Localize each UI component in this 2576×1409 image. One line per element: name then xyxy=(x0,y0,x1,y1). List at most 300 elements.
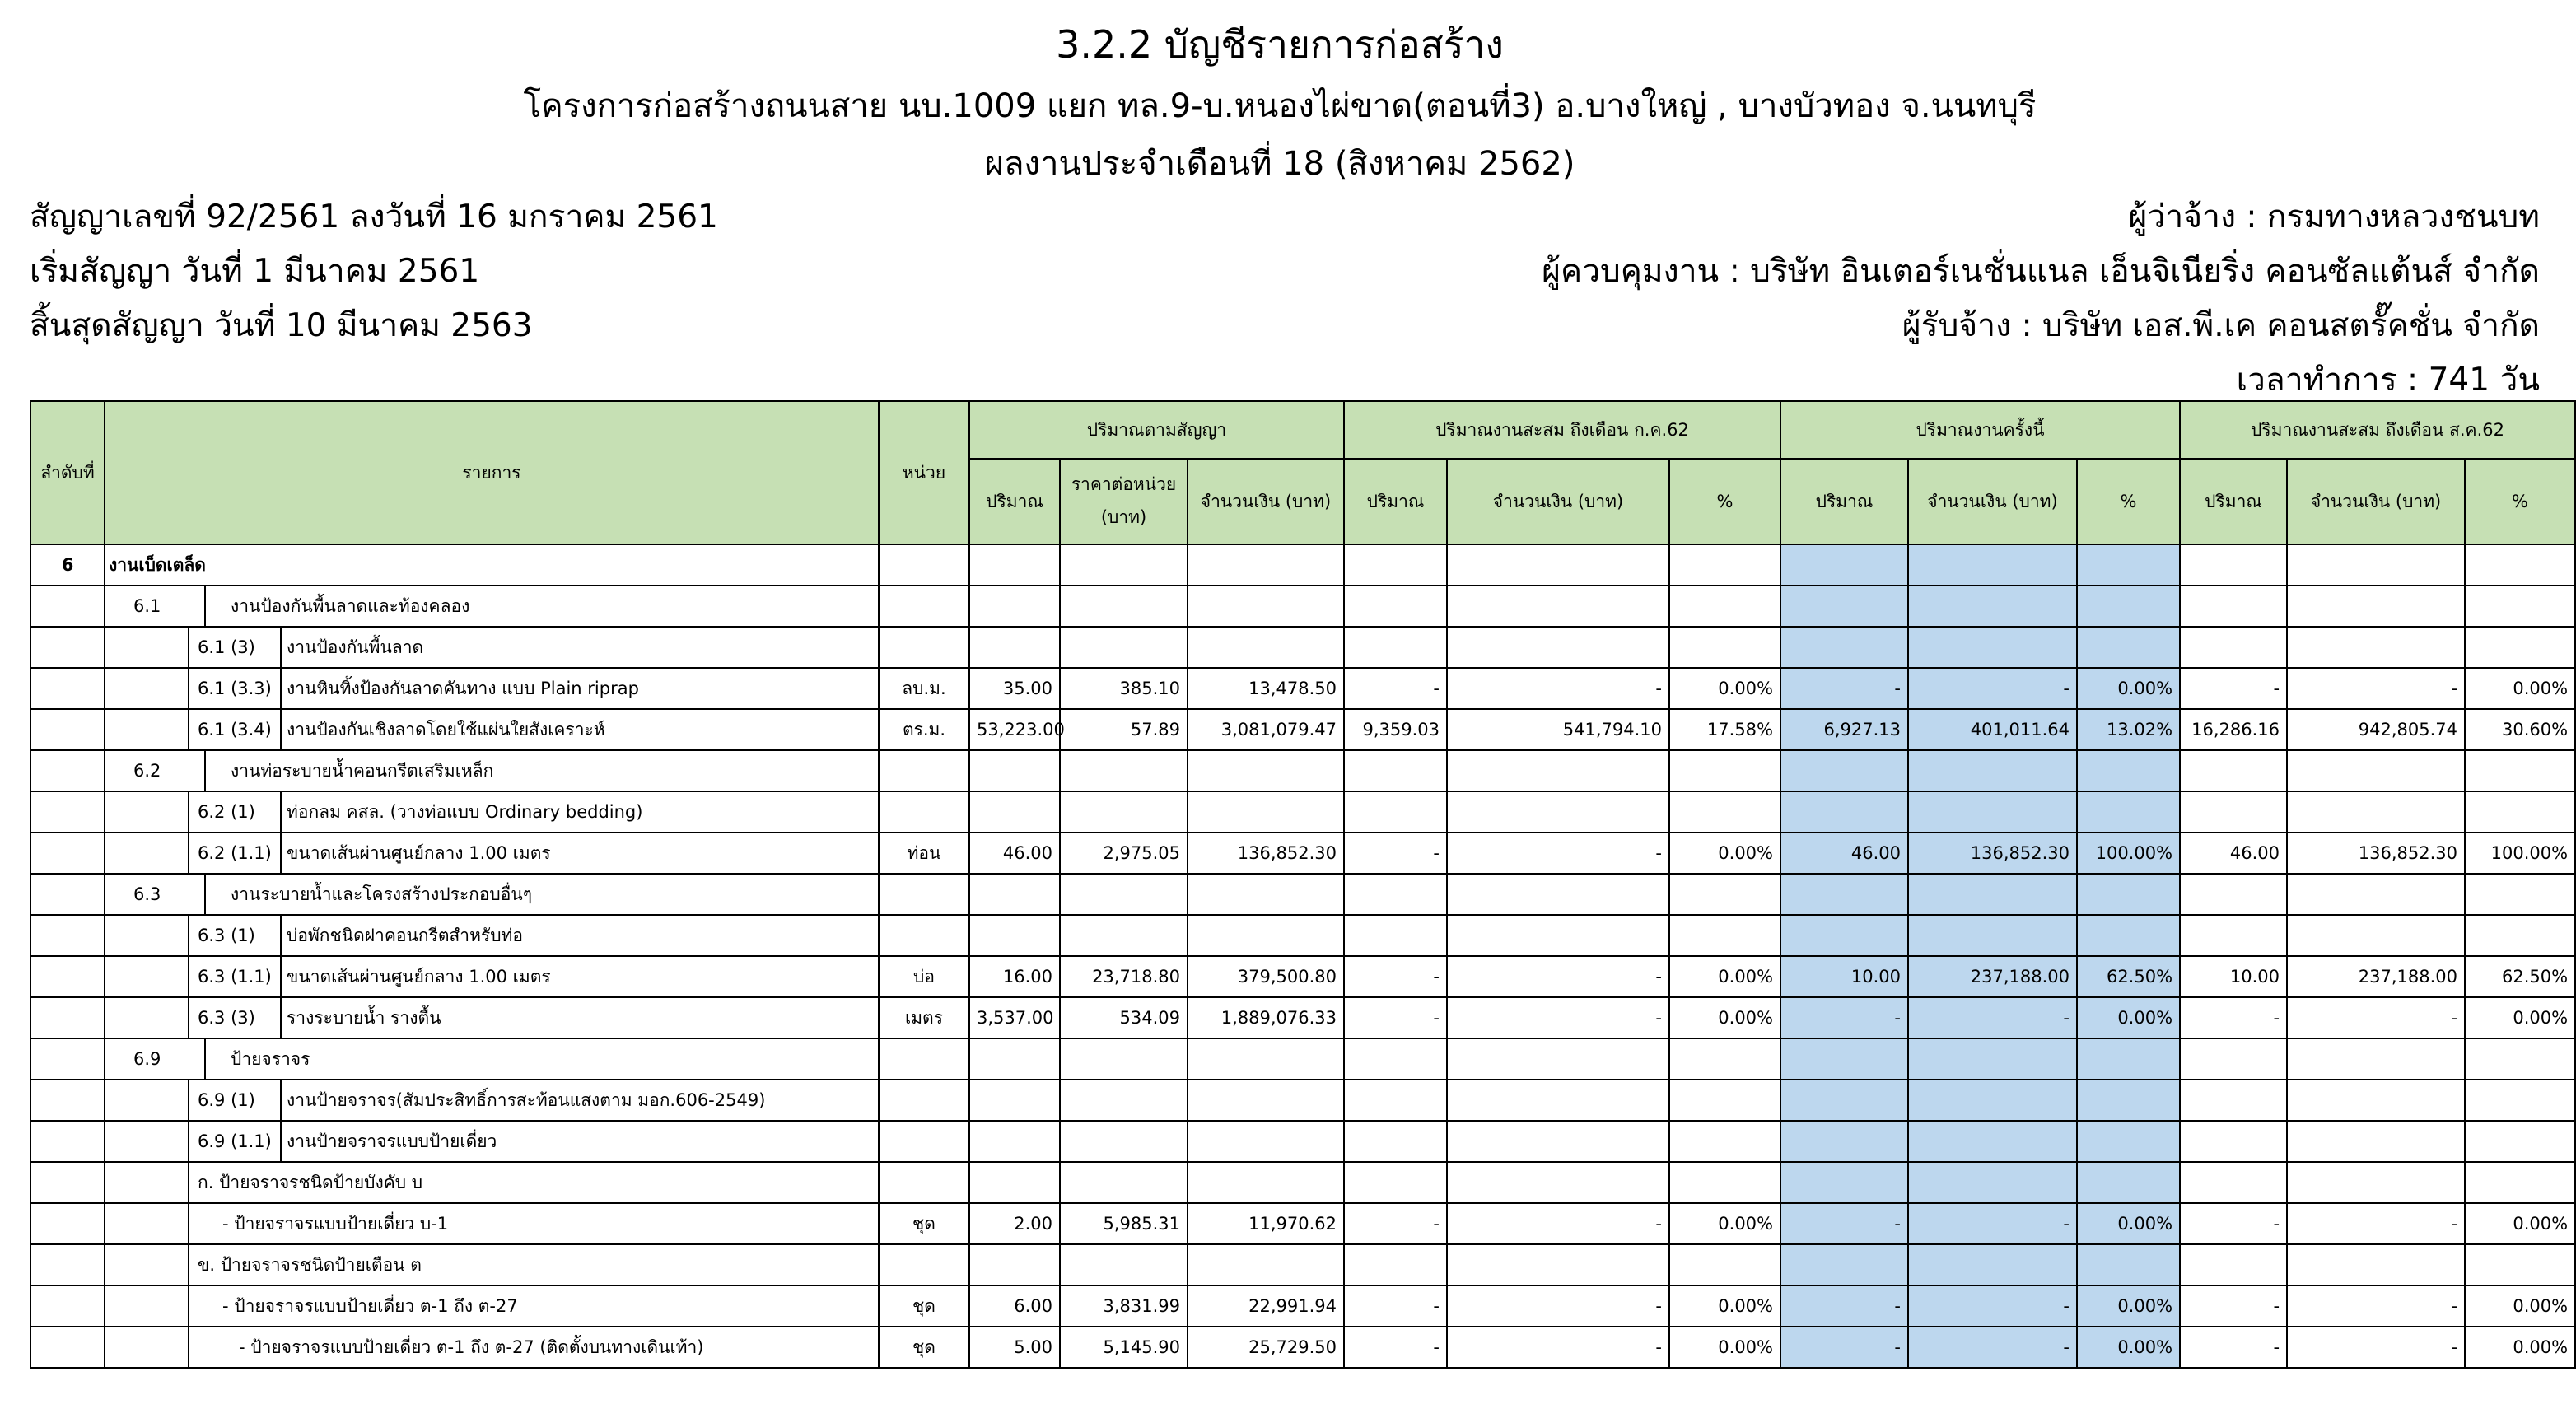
row-item xyxy=(105,1203,879,1244)
current-qty xyxy=(1780,1121,1908,1162)
current-amount xyxy=(1908,1080,2077,1121)
row-no xyxy=(30,833,105,874)
current-amount: - xyxy=(1908,1285,2077,1327)
row-no xyxy=(30,668,105,709)
contractor: ผู้รับจ้าง : บริษัท เอส.พี.เค คอนสตรั๊คชั่น จำกัด xyxy=(1902,307,2540,344)
prev-pct: 0.00% xyxy=(1669,956,1780,997)
prev-qty: - xyxy=(1344,1327,1447,1368)
contract-amount: 11,970.62 xyxy=(1188,1203,1344,1244)
prev-pct xyxy=(1669,915,1780,956)
current-pct: 100.00% xyxy=(2077,833,2180,874)
prev-pct xyxy=(1669,1080,1780,1121)
row-desc: ก. ป้ายจราจรชนิดป้ายบังคับ บ xyxy=(198,1172,423,1192)
current-pct xyxy=(2077,1080,2180,1121)
total-qty xyxy=(2180,874,2287,915)
contract-amount xyxy=(1188,1121,1344,1162)
total-pct xyxy=(2465,874,2575,915)
row-no xyxy=(30,1162,105,1203)
prev-amount xyxy=(1447,544,1669,586)
total-pct: 0.00% xyxy=(2465,1203,2575,1244)
current-qty xyxy=(1780,915,1908,956)
col-qty: ปริมาณ xyxy=(1780,459,1908,544)
total-amount xyxy=(2287,586,2465,627)
current-amount xyxy=(1908,1244,2077,1285)
current-qty xyxy=(1780,1038,1908,1080)
total-qty xyxy=(2180,1121,2287,1162)
total-pct xyxy=(2465,1244,2575,1285)
row-unit xyxy=(879,1121,969,1162)
row-unit xyxy=(879,915,969,956)
total-qty xyxy=(2180,1162,2287,1203)
prev-amount: 541,794.10 xyxy=(1447,709,1669,750)
prev-pct: 0.00% xyxy=(1669,997,1780,1038)
total-qty: 16,286.16 xyxy=(2180,709,2287,750)
prev-qty: - xyxy=(1344,1285,1447,1327)
col-no: ลำดับที่ xyxy=(30,401,105,544)
prev-amount: - xyxy=(1447,833,1669,874)
total-qty xyxy=(2180,750,2287,791)
row-code: 6.2 (1) xyxy=(198,802,255,822)
contract-unit-price xyxy=(1060,1121,1188,1162)
contract-unit-price xyxy=(1060,1080,1188,1121)
row-no xyxy=(30,956,105,997)
current-pct xyxy=(2077,1244,2180,1285)
prev-qty xyxy=(1344,1162,1447,1203)
col-amount: จำนวนเงิน (บาท) xyxy=(2287,459,2465,544)
contract-number: สัญญาเลขที่ 92/2561 ลงวันที่ 16 มกราคม 2561 xyxy=(30,198,718,236)
contract-unit-price xyxy=(1060,874,1188,915)
total-pct: 0.00% xyxy=(2465,997,2575,1038)
row-item xyxy=(105,1244,879,1285)
row-no xyxy=(30,750,105,791)
prev-amount: - xyxy=(1447,1285,1669,1327)
current-pct: 0.00% xyxy=(2077,997,2180,1038)
contract-amount xyxy=(1188,915,1344,956)
contract-amount xyxy=(1188,1162,1344,1203)
contract-amount: 13,478.50 xyxy=(1188,668,1344,709)
contract-unit-price: 5,985.31 xyxy=(1060,1203,1188,1244)
contract-qty xyxy=(969,1121,1060,1162)
total-pct: 30.60% xyxy=(2465,709,2575,750)
row-desc: งานป้องกันพื้นลาดและท้องคลอง xyxy=(204,586,469,626)
total-qty: - xyxy=(2180,1327,2287,1368)
row-desc: งานท่อระบายน้ำคอนกรีตเสริมเหล็ก xyxy=(204,751,493,791)
contract-qty: 3,537.00 xyxy=(969,997,1060,1038)
prev-amount: - xyxy=(1447,1327,1669,1368)
table-row xyxy=(30,1038,2575,1080)
row-no xyxy=(30,1121,105,1162)
row-desc: งานป้ายจราจร(สัมประสิทธิ์การสะท้อนแสงตาม มอก.606-2549) xyxy=(280,1080,765,1120)
contract-unit-price xyxy=(1060,627,1188,668)
contract-unit-price: 2,975.05 xyxy=(1060,833,1188,874)
current-amount xyxy=(1908,544,2077,586)
prev-pct xyxy=(1669,1162,1780,1203)
total-qty xyxy=(2180,586,2287,627)
row-no xyxy=(30,791,105,833)
current-pct: 0.00% xyxy=(2077,1285,2180,1327)
current-amount: - xyxy=(1908,997,2077,1038)
current-qty: - xyxy=(1780,997,1908,1038)
row-item xyxy=(105,709,879,750)
group-total: ปริมาณงานสะสม ถึงเดือน ส.ค.62 xyxy=(2180,401,2575,459)
prev-qty xyxy=(1344,874,1447,915)
col-amount: จำนวนเงิน (บาท) xyxy=(1188,459,1344,544)
row-unit xyxy=(879,1244,969,1285)
current-amount: - xyxy=(1908,1327,2077,1368)
table-row xyxy=(30,544,2575,586)
total-amount xyxy=(2287,791,2465,833)
current-qty xyxy=(1780,627,1908,668)
total-amount xyxy=(2287,1244,2465,1285)
total-qty xyxy=(2180,1244,2287,1285)
contract-unit-price: 5,145.90 xyxy=(1060,1327,1188,1368)
contract-unit-price xyxy=(1060,1038,1188,1080)
row-no xyxy=(30,586,105,627)
total-pct xyxy=(2465,791,2575,833)
table-row xyxy=(30,915,2575,956)
prev-qty xyxy=(1344,544,1447,586)
row-unit xyxy=(879,1038,969,1080)
total-amount: - xyxy=(2287,668,2465,709)
contract-amount: 1,889,076.33 xyxy=(1188,997,1344,1038)
group-prev: ปริมาณงานสะสม ถึงเดือน ก.ค.62 xyxy=(1344,401,1780,459)
contract-unit-price xyxy=(1060,750,1188,791)
contract-qty xyxy=(969,1162,1060,1203)
col-pct: % xyxy=(1669,459,1780,544)
contract-amount: 379,500.80 xyxy=(1188,956,1344,997)
table-row xyxy=(30,874,2575,915)
row-desc: ข. ป้ายจราจรชนิดป้ายเตือน ต xyxy=(198,1254,422,1275)
current-pct: 62.50% xyxy=(2077,956,2180,997)
prev-amount xyxy=(1447,627,1669,668)
total-qty: 46.00 xyxy=(2180,833,2287,874)
prev-pct xyxy=(1669,1121,1780,1162)
prev-amount xyxy=(1447,1038,1669,1080)
row-code: 6.1 (3) xyxy=(198,637,255,657)
contract-amount: 136,852.30 xyxy=(1188,833,1344,874)
row-unit xyxy=(879,1162,969,1203)
prev-qty: - xyxy=(1344,833,1447,874)
prev-qty xyxy=(1344,1080,1447,1121)
row-item xyxy=(105,1121,879,1162)
total-qty: 10.00 xyxy=(2180,956,2287,997)
contract-qty: 53,223.00 xyxy=(969,709,1060,750)
col-unit: หน่วย xyxy=(879,401,969,544)
contract-unit-price xyxy=(1060,915,1188,956)
contract-unit-price xyxy=(1060,791,1188,833)
row-desc: - ป้ายจราจรแบบป้ายเดี่ยว ต-1 ถึง ต-27 xyxy=(222,1295,518,1316)
row-unit xyxy=(879,627,969,668)
row-item xyxy=(105,750,879,791)
current-qty xyxy=(1780,586,1908,627)
contract-qty: 6.00 xyxy=(969,1285,1060,1327)
contract-qty xyxy=(969,915,1060,956)
current-qty: 46.00 xyxy=(1780,833,1908,874)
total-pct: 0.00% xyxy=(2465,1327,2575,1368)
contract-qty xyxy=(969,750,1060,791)
col-unit-price: ราคาต่อหน่วย (บาท) xyxy=(1060,459,1188,544)
row-item xyxy=(105,874,879,915)
contract-qty xyxy=(969,874,1060,915)
prev-qty: - xyxy=(1344,668,1447,709)
total-pct: 100.00% xyxy=(2465,833,2575,874)
col-item: รายการ xyxy=(105,401,879,544)
current-pct xyxy=(2077,874,2180,915)
row-code: 6.1 (3.3) xyxy=(198,679,272,698)
row-desc: บ่อพักชนิดฝาคอนกรีตสำหรับท่อ xyxy=(280,916,523,955)
row-code: 6.3 xyxy=(133,884,161,904)
total-pct: 0.00% xyxy=(2465,1285,2575,1327)
contract-unit-price xyxy=(1060,1162,1188,1203)
row-no xyxy=(30,1244,105,1285)
total-pct xyxy=(2465,1080,2575,1121)
row-desc: - ป้ายจราจรแบบป้ายเดี่ยว บ-1 xyxy=(222,1213,449,1234)
prev-qty xyxy=(1344,1244,1447,1285)
prev-pct xyxy=(1669,874,1780,915)
row-no xyxy=(30,1203,105,1244)
row-item xyxy=(105,1038,879,1080)
current-amount xyxy=(1908,1038,2077,1080)
row-code: 6.1 xyxy=(133,596,161,616)
prev-amount xyxy=(1447,791,1669,833)
table-row xyxy=(30,1327,2575,1368)
contract-amount: 22,991.94 xyxy=(1188,1285,1344,1327)
col-pct: % xyxy=(2077,459,2180,544)
prev-pct xyxy=(1669,1038,1780,1080)
contract-start: เริ่มสัญญา วันที่ 1 มีนาคม 2561 xyxy=(30,253,480,290)
prev-amount xyxy=(1447,750,1669,791)
prev-pct: 17.58% xyxy=(1669,709,1780,750)
row-code: 6.3 (3) xyxy=(198,1008,255,1028)
row-no xyxy=(30,709,105,750)
row-item xyxy=(105,544,879,586)
contract-amount xyxy=(1188,1244,1344,1285)
total-amount: - xyxy=(2287,1285,2465,1327)
row-unit xyxy=(879,1080,969,1121)
table-row xyxy=(30,668,2575,709)
contract-qty: 46.00 xyxy=(969,833,1060,874)
table-row xyxy=(30,1285,2575,1327)
current-qty xyxy=(1780,1080,1908,1121)
current-amount xyxy=(1908,1162,2077,1203)
current-pct xyxy=(2077,1121,2180,1162)
total-qty: - xyxy=(2180,997,2287,1038)
group-contract: ปริมาณตามสัญญา xyxy=(969,401,1344,459)
prev-amount xyxy=(1447,1080,1669,1121)
row-code: 6.9 (1.1) xyxy=(198,1131,272,1151)
report-period: ผลงานประจำเดือนที่ 18 (สิงหาคม 2562) xyxy=(984,145,1575,183)
row-unit: ชุด xyxy=(879,1285,969,1327)
row-desc: งานหินทิ้งป้องกันลาดคันทาง แบบ Plain riprap xyxy=(280,669,639,708)
prev-amount: - xyxy=(1447,1203,1669,1244)
total-pct xyxy=(2465,1038,2575,1080)
row-no xyxy=(30,627,105,668)
table-row xyxy=(30,1121,2575,1162)
total-pct xyxy=(2465,544,2575,586)
row-item xyxy=(105,833,879,874)
contract-unit-price xyxy=(1060,544,1188,586)
prev-qty: - xyxy=(1344,997,1447,1038)
total-pct xyxy=(2465,627,2575,668)
total-amount: 237,188.00 xyxy=(2287,956,2465,997)
contract-qty xyxy=(969,1080,1060,1121)
row-no xyxy=(30,1080,105,1121)
current-qty: 10.00 xyxy=(1780,956,1908,997)
col-qty: ปริมาณ xyxy=(2180,459,2287,544)
prev-pct xyxy=(1669,627,1780,668)
current-qty: 6,927.13 xyxy=(1780,709,1908,750)
prev-qty xyxy=(1344,1121,1447,1162)
current-qty xyxy=(1780,1244,1908,1285)
prev-pct: 0.00% xyxy=(1669,1327,1780,1368)
row-item xyxy=(105,997,879,1038)
prev-pct xyxy=(1669,791,1780,833)
row-desc: ขนาดเส้นผ่านศูนย์กลาง 1.00 เมตร xyxy=(280,957,551,996)
contract-unit-price: 534.09 xyxy=(1060,997,1188,1038)
prev-pct xyxy=(1669,1244,1780,1285)
contract-qty: 16.00 xyxy=(969,956,1060,997)
row-item xyxy=(105,1080,879,1121)
total-pct: 0.00% xyxy=(2465,668,2575,709)
row-desc: ขนาดเส้นผ่านศูนย์กลาง 1.00 เมตร xyxy=(280,833,551,873)
prev-amount: - xyxy=(1447,956,1669,997)
prev-amount xyxy=(1447,1121,1669,1162)
row-unit xyxy=(879,874,969,915)
row-desc: ท่อกลม คสล. (วางท่อแบบ Ordinary bedding) xyxy=(280,792,642,832)
total-amount: 136,852.30 xyxy=(2287,833,2465,874)
current-qty: - xyxy=(1780,1285,1908,1327)
prev-amount xyxy=(1447,586,1669,627)
row-item xyxy=(105,627,879,668)
table-row xyxy=(30,997,2575,1038)
table-row xyxy=(30,1244,2575,1285)
current-pct xyxy=(2077,791,2180,833)
total-amount xyxy=(2287,627,2465,668)
contract-unit-price: 57.89 xyxy=(1060,709,1188,750)
total-amount xyxy=(2287,750,2465,791)
row-code: 6.1 (3.4) xyxy=(198,720,272,739)
contract-unit-price xyxy=(1060,1244,1188,1285)
contract-amount xyxy=(1188,627,1344,668)
total-qty xyxy=(2180,915,2287,956)
total-qty xyxy=(2180,544,2287,586)
current-amount xyxy=(1908,627,2077,668)
contract-unit-price: 3,831.99 xyxy=(1060,1285,1188,1327)
current-amount: - xyxy=(1908,1203,2077,1244)
current-amount xyxy=(1908,586,2077,627)
total-amount xyxy=(2287,1038,2465,1080)
contract-unit-price: 385.10 xyxy=(1060,668,1188,709)
total-amount xyxy=(2287,874,2465,915)
row-unit: เมตร xyxy=(879,997,969,1038)
col-amount: จำนวนเงิน (บาท) xyxy=(1908,459,2077,544)
table-row xyxy=(30,791,2575,833)
table-row xyxy=(30,750,2575,791)
current-pct xyxy=(2077,750,2180,791)
contract-qty: 5.00 xyxy=(969,1327,1060,1368)
row-item xyxy=(105,1327,879,1368)
total-qty xyxy=(2180,791,2287,833)
current-amount: 237,188.00 xyxy=(1908,956,2077,997)
prev-pct: 0.00% xyxy=(1669,1285,1780,1327)
row-item xyxy=(105,1285,879,1327)
row-code: 6.9 xyxy=(133,1049,161,1069)
row-unit: บ่อ xyxy=(879,956,969,997)
prev-qty: 9,359.03 xyxy=(1344,709,1447,750)
total-amount: - xyxy=(2287,1327,2465,1368)
total-amount xyxy=(2287,915,2465,956)
row-unit: ชุด xyxy=(879,1203,969,1244)
prev-qty: - xyxy=(1344,1203,1447,1244)
contract-amount xyxy=(1188,791,1344,833)
row-no xyxy=(30,1327,105,1368)
row-code: 6.3 (1.1) xyxy=(198,967,272,987)
total-pct xyxy=(2465,915,2575,956)
prev-amount: - xyxy=(1447,997,1669,1038)
contract-qty xyxy=(969,1244,1060,1285)
contract-amount: 3,081,079.47 xyxy=(1188,709,1344,750)
contract-qty xyxy=(969,586,1060,627)
prev-amount xyxy=(1447,1162,1669,1203)
row-desc: - ป้ายจราจรแบบป้ายเดี่ยว ต-1 ถึง ต-27 (ติดตั้งบนทางเดินเท้า) xyxy=(239,1337,704,1357)
row-code: 6.9 (1) xyxy=(198,1090,255,1110)
table-row xyxy=(30,627,2575,668)
current-qty xyxy=(1780,544,1908,586)
prev-amount xyxy=(1447,915,1669,956)
current-pct xyxy=(2077,1038,2180,1080)
prev-qty xyxy=(1344,791,1447,833)
prev-amount xyxy=(1447,1244,1669,1285)
total-pct xyxy=(2465,586,2575,627)
total-pct: 62.50% xyxy=(2465,956,2575,997)
row-no: 6 xyxy=(30,544,105,586)
current-pct xyxy=(2077,915,2180,956)
contract-unit-price: 23,718.80 xyxy=(1060,956,1188,997)
prev-pct xyxy=(1669,544,1780,586)
row-no xyxy=(30,874,105,915)
total-amount: 942,805.74 xyxy=(2287,709,2465,750)
prev-qty: - xyxy=(1344,956,1447,997)
total-amount xyxy=(2287,1080,2465,1121)
row-unit xyxy=(879,750,969,791)
current-qty xyxy=(1780,874,1908,915)
total-qty: - xyxy=(2180,1203,2287,1244)
current-qty: - xyxy=(1780,668,1908,709)
total-pct xyxy=(2465,1121,2575,1162)
row-unit: ตร.ม. xyxy=(879,709,969,750)
row-no xyxy=(30,997,105,1038)
current-amount xyxy=(1908,791,2077,833)
row-desc: รางระบายน้ำ รางตื้น xyxy=(280,998,441,1038)
contract-amount xyxy=(1188,586,1344,627)
row-code: 6.2 xyxy=(133,761,161,781)
col-pct: % xyxy=(2465,459,2575,544)
table-row xyxy=(30,833,2575,874)
contract-qty: 2.00 xyxy=(969,1203,1060,1244)
total-amount: - xyxy=(2287,997,2465,1038)
prev-qty xyxy=(1344,750,1447,791)
row-desc: งานป้องกันพื้นลาด xyxy=(280,628,423,667)
contract-amount xyxy=(1188,1080,1344,1121)
current-qty: - xyxy=(1780,1327,1908,1368)
row-desc: งานป้ายจราจรแบบป้ายเดี่ยว xyxy=(280,1122,497,1161)
current-qty xyxy=(1780,1162,1908,1203)
total-amount xyxy=(2287,1162,2465,1203)
row-unit: ชุด xyxy=(879,1327,969,1368)
prev-amount xyxy=(1447,874,1669,915)
row-desc: งานเบ็ดเตล็ด xyxy=(109,554,206,575)
current-amount: 401,011.64 xyxy=(1908,709,2077,750)
